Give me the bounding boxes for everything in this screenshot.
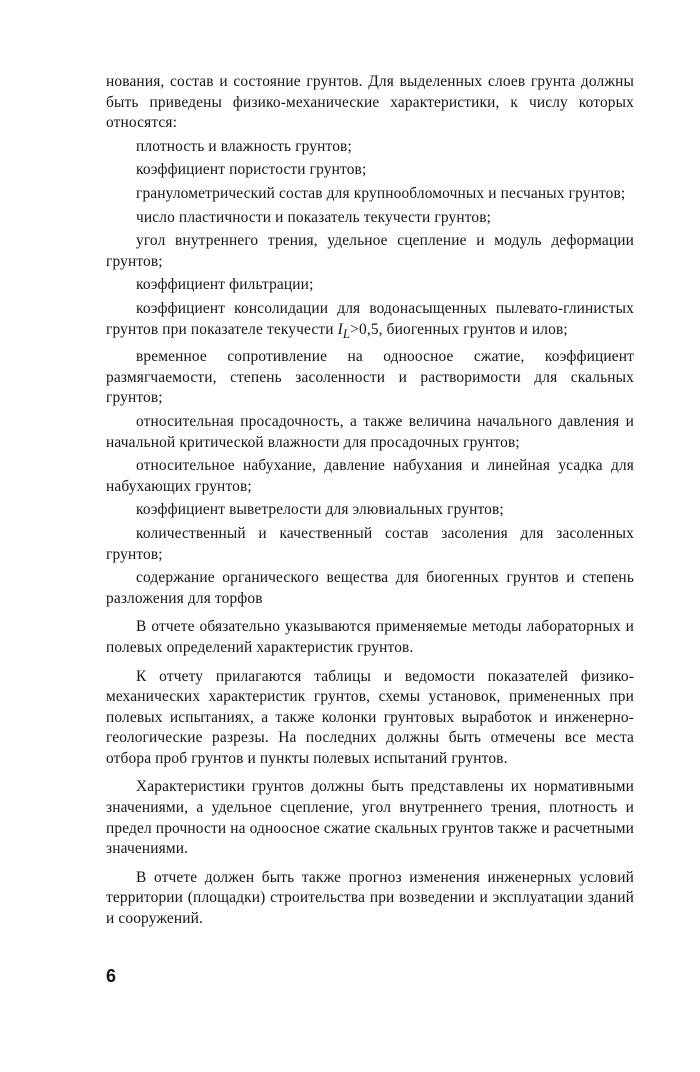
list-item: коэффициент фильтрации; [136, 276, 314, 294]
paragraph: Характеристики грунтов должны быть представлены их нормативными значениями, а удельное сцепление, угол внутреннего трения, плотность и предел прочности на одноосное сжатие скальных грунтов также и расчетными значениями. [106, 778, 634, 858]
list-item: коэффициент выветрелости для элювиальных грунтов; [136, 501, 504, 519]
document-page [106, 72, 634, 933]
list-item: гранулометрический состав для крупнообломочных и песчаных грунтов; [136, 184, 626, 202]
list-item: коэффициент пористости грунтов; [136, 161, 367, 179]
list-item: содержание органического вещества для биогенных грунтов и степень разложения для торфов [106, 569, 634, 607]
page-number: 6 [106, 966, 117, 986]
list-item: количественный и качественный состав засоления для засоленных грунтов; [106, 524, 634, 563]
paragraph: В отчете обязательно указываются применяемые методы лабораторных и полевых определений характеристик грунтов. [106, 618, 634, 656]
liquidity-index-symbol: $I_L$ [337, 320, 351, 341]
list-item: угол внутреннего трения, удельное сцепление и модуль деформации грунтов; [106, 232, 634, 270]
paragraph: В отчете должен быть также прогноз изменения инженерных условий территории (площадки) строительства при возведении и эксплуатации зданий и сооружений. [106, 868, 634, 928]
list-item: плотность и влажность грунтов; [136, 137, 352, 155]
list-item: временное сопротивление на одноосное сжатие, коэффициент размягчаемости, степень засоленности и растворимости для скальных грунтов; [106, 348, 634, 407]
paragraph: К отчету прилагаются таблицы и ведомости показателей физико-механических характеристик грунтов, схемы установок, примененных при полевых испытаниях, а также колонки грунтовых выработок и инженерно-геологические разрезы. На последних должны быть отмечены все места отбора проб грунтов и пункты полевых испытаний грунтов. [106, 667, 634, 767]
list-item: коэффициент консолидации для водонасыщенных пылевато-глинистых грунтов при показателе текучести $I_L>0,5$, биогенных грунтов и илов; [106, 299, 634, 341]
list-item: число пластичности и показатель текучести грунтов; [136, 208, 492, 226]
paragraph: нования, состав и состояние грунтов. Для выделенных слоев грунта должны быть приведены физико-механические характеристики, к числу которых относятся: [106, 73, 634, 132]
list-item: относительная просадочность, а также величина начального давления и начальной критической влажности для просадочных грунтов; [106, 412, 634, 451]
list-item: относительное набухание, давление набухания и линейная усадка для набухающих грунтов; [106, 457, 634, 495]
